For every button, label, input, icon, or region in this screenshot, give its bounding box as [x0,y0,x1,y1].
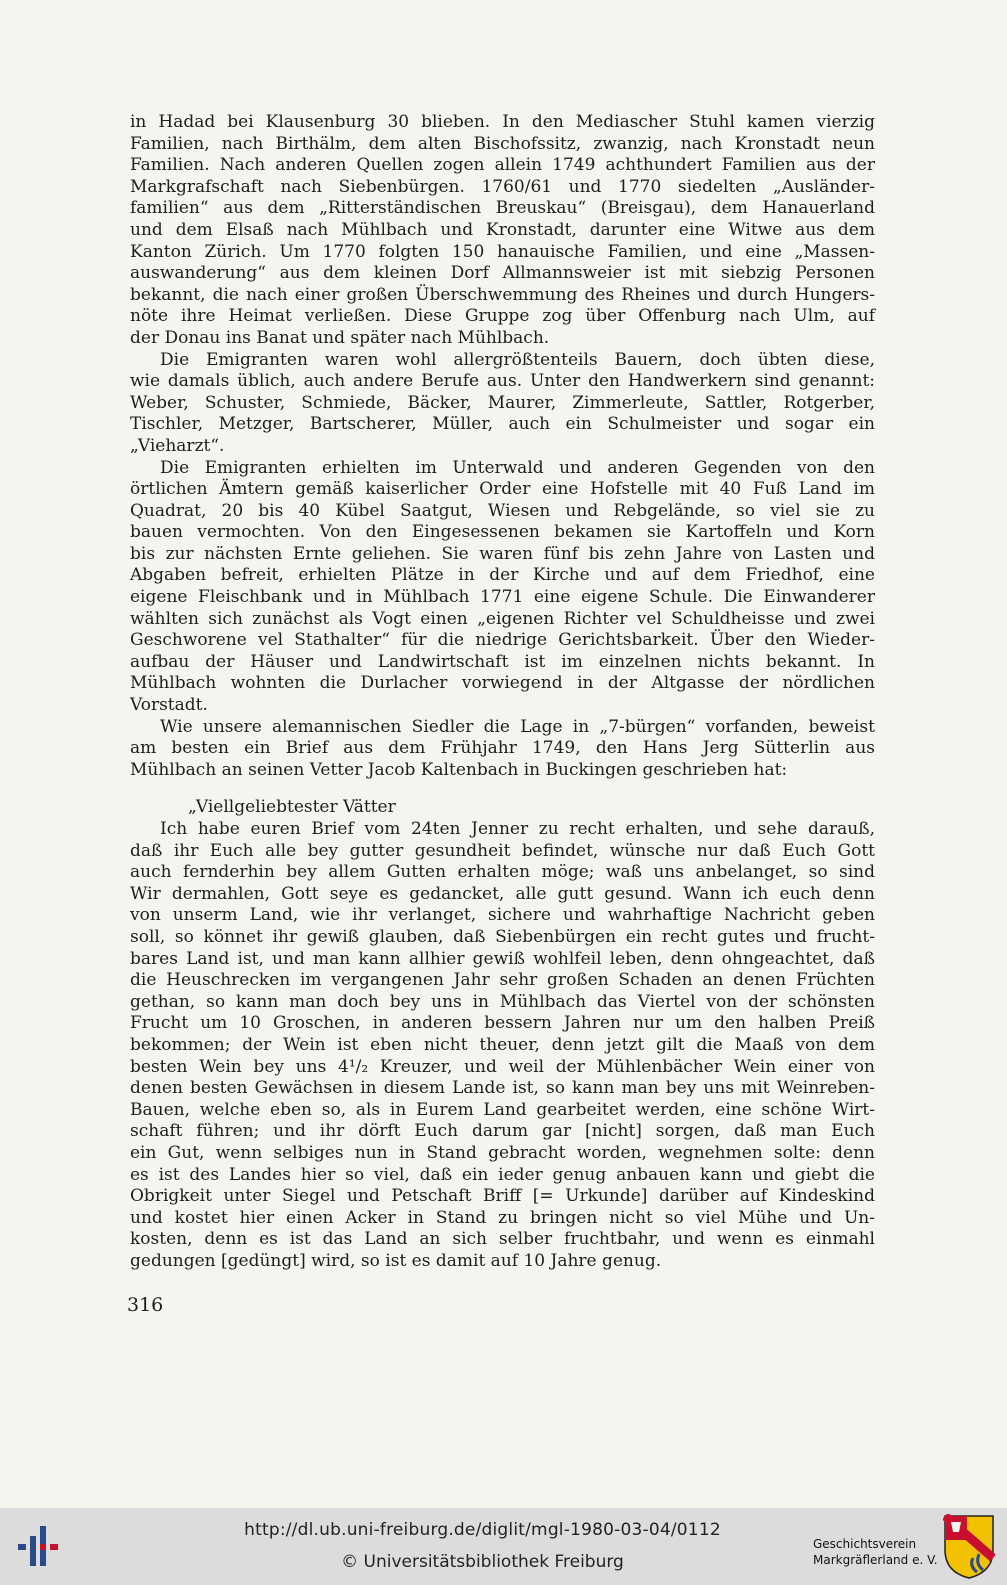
text-line: es ist des Landes hier so viel, daß ein ieder genug anbauen kann und giebt die [130,1164,875,1185]
text-line: daß ihr Euch alle bey gutter gesundheit befindet, wünsche nur daß Euch Gott [130,840,875,861]
body-text [130,112,875,1272]
text-line: nöte ihre Heimat verließen. Diese Gruppe zog über Offenburg nach Ulm, auf [130,306,875,327]
text-line: bis zur nächsten Ernte geliehen. Sie waren fünf bis zehn Jahre von Lasten und [130,543,875,564]
text-line: Weber, Schuster, Schmiede, Bäcker, Maurer, Zimmerleute, Sattler, Rotgerber, [130,392,875,413]
ub-freiburg-logo-icon [18,1522,64,1572]
text-line: gethan, so kann man doch bey uns in Mühlbach das Viertel von der schönsten [130,991,875,1012]
text-line: wie damals üblich, auch andere Berufe aus. Unter den Handwerkern sind genannt: [130,371,875,392]
society-name-line2: Markgräflerland e. V. [813,1553,938,1567]
coat-of-arms-icon [943,1514,995,1580]
text-line: Ich habe euren Brief vom 24ten Jenner zu recht erhalten, und sehe darauß, [160,819,875,839]
text-line: gedungen [gedüngt] wird, so ist es damit auf 10 Jahre genug. [130,1250,662,1271]
text-line: eigene Fleischbank und in Mühlbach 1771 eine eigene Schule. Die Einwanderer [130,587,875,608]
text-line: die Heuschrecken im vergangenen Jahr sehr großen Schaden an denen Früchten [130,970,875,991]
text-line: schaft führen; und ihr dörft Euch darum gar [nicht] sorgen, daß man Euch [130,1121,875,1142]
text-line: Kanton Zürich. Um 1770 folgten 150 hanauische Familien, und eine „Massen- [130,241,875,262]
text-line: auswanderung“ aus dem kleinen Dorf Allmannsweier ist mit siebzig Personen [130,263,875,284]
text-line: und dem Elsaß nach Mühlbach und Kronstadt, darunter eine Witwe aus dem [130,219,875,240]
text-line: Quadrat, 20 bis 40 Kübel Saatgut, Wiesen und Rebgelände, so viel sie zu [130,500,875,521]
copyright-notice: © Universitätsbibliothek Freiburg [341,1552,624,1572]
text-line: bekommen; der Wein ist eben nicht theuer, denn jetzt gilt die Maaß von dem [130,1034,875,1055]
text-line: von unserm Land, wie ihr verlanget, sichere und wahrhaftige Nachricht geben [130,905,875,926]
text-line: denen besten Gewächsen in diesem Lande ist, so kann man bey uns mit Weinreben- [130,1078,875,1099]
text-line: bekannt, die nach einer großen Überschwemmung des Rheines und durch Hungers- [130,284,875,305]
text-line: „Vieharzt“. [130,435,225,456]
text-line: Familien. Nach anderen Quellen zogen allein 1749 achthundert Familien aus der [130,155,875,176]
text-line: Tischler, Metzger, Bartscherer, Müller, auch ein Schulmeister und sogar ein [130,414,875,435]
society-name-line1: Geschichtsverein [813,1537,917,1551]
text-line: Geschworene vel Stathalter“ für die niedrige Gerichtsbarkeit. Über den Wieder- [130,630,875,651]
text-line: bauen vermochten. Von den Eingesessenen bekamen sie Kartoffeln und Korn [130,522,875,543]
text-line: in Hadad bei Klausenburg 30 blieben. In den Mediascher Stuhl kamen vierzig [130,112,875,132]
viewer-footer [0,1508,1007,1585]
text-line: örtlichen Ämtern gemäß kaiserlicher Order eine Hofstelle mit 40 Fuß Land im [130,479,875,500]
text-line: Wir dermahlen, Gott seye es gedancket, alle gutt gesund. Wann ich euch denn [130,883,875,904]
text-line: kosten, denn es ist das Land an sich selber fruchtbahr, und wenn es einmahl [130,1229,875,1250]
text-line: Die Emigranten erhielten im Unterwald und anderen Gegenden von den [160,457,875,478]
text-line: besten Wein bey uns 4¹/₂ Kreuzer, und weil der Mühlenbächer Wein einer von [130,1056,875,1077]
text-line: Frucht um 10 Groschen, in anderen bessern Jahren nur um den halben Preiß [130,1013,875,1034]
text-line: Vorstadt. [130,695,208,716]
text-line: soll, so könnet ihr gewiß glauben, daß Siebenbürgen ein recht gutes und frucht- [130,926,875,947]
text-line: familien“ aus dem „Ritterständischen Breuskau“ (Breisgau), dem Hanauerland [130,198,875,219]
page-number: 316 [127,1294,164,1316]
text-line: der Donau ins Banat und später nach Mühlbach. [130,327,550,348]
text-line: am besten ein Brief aus dem Frühjahr 1749, den Hans Jerg Sütterlin aus [130,738,875,759]
text-line: Bauen, welche eben so, als in Eurem Land gearbeitet werden, eine schöne Wirt- [130,1099,875,1120]
text-line: auch fernderhin bey allem Gutten erhalten möge; waß uns anbelanget, so sind [130,862,875,883]
text-line: ein Gut, wenn selbiges nun in Stand gebracht worden, wegnehmen solte: denn [130,1142,875,1163]
text-line: aufbau der Häuser und Landwirtschaft ist im einzelnen nichts bekannt. In [130,651,875,672]
text-line: Familien, nach Birthälm, dem alten Bischofssitz, zwanzig, nach Kronstadt neun [130,133,875,154]
text-line: „Viellgeliebtester Vätter [188,797,396,818]
text-line: Die Emigranten waren wohl allergrößtenteils Bauern, doch übten diese, [160,349,875,370]
text-line: Mühlbach wohnten die Durlacher vorwiegend in der Altgasse der nördlichen [130,673,875,694]
text-line: bares Land ist, und man kann allhier gewiß wohlfeil leben, denn ohngeachtet, daß [130,948,875,969]
text-line: wählten sich zunächst als Vogt einen „eigenen Richter vel Schuldheisse und zwei [130,608,875,629]
document-url-link[interactable]: http://dl.ub.uni-freiburg.de/diglit/mgl-1980-03-04/0112 [244,1520,721,1540]
text-line: und kostet hier einen Acker in Stand zu bringen nicht so viel Mühe und Un- [130,1207,875,1228]
society-name [813,1536,943,1568]
text-line: Markgrafschaft nach Siebenbürgen. 1760/61 und 1770 siedelten „Ausländer- [130,176,875,197]
text-line: Obrigkeit unter Siegel und Petschaft Briff [= Urkunde] darüber auf Kindeskind [130,1186,875,1207]
text-line: Abgaben befreit, erhielten Plätze in der Kirche und auf dem Friedhof, eine [130,565,875,586]
text-line: Mühlbach an seinen Vetter Jacob Kaltenbach in Buckingen geschrieben hat: [130,759,788,780]
text-line: Wie unsere alemannischen Siedler die Lage in „7-bürgen“ vorfanden, beweist [160,716,875,737]
